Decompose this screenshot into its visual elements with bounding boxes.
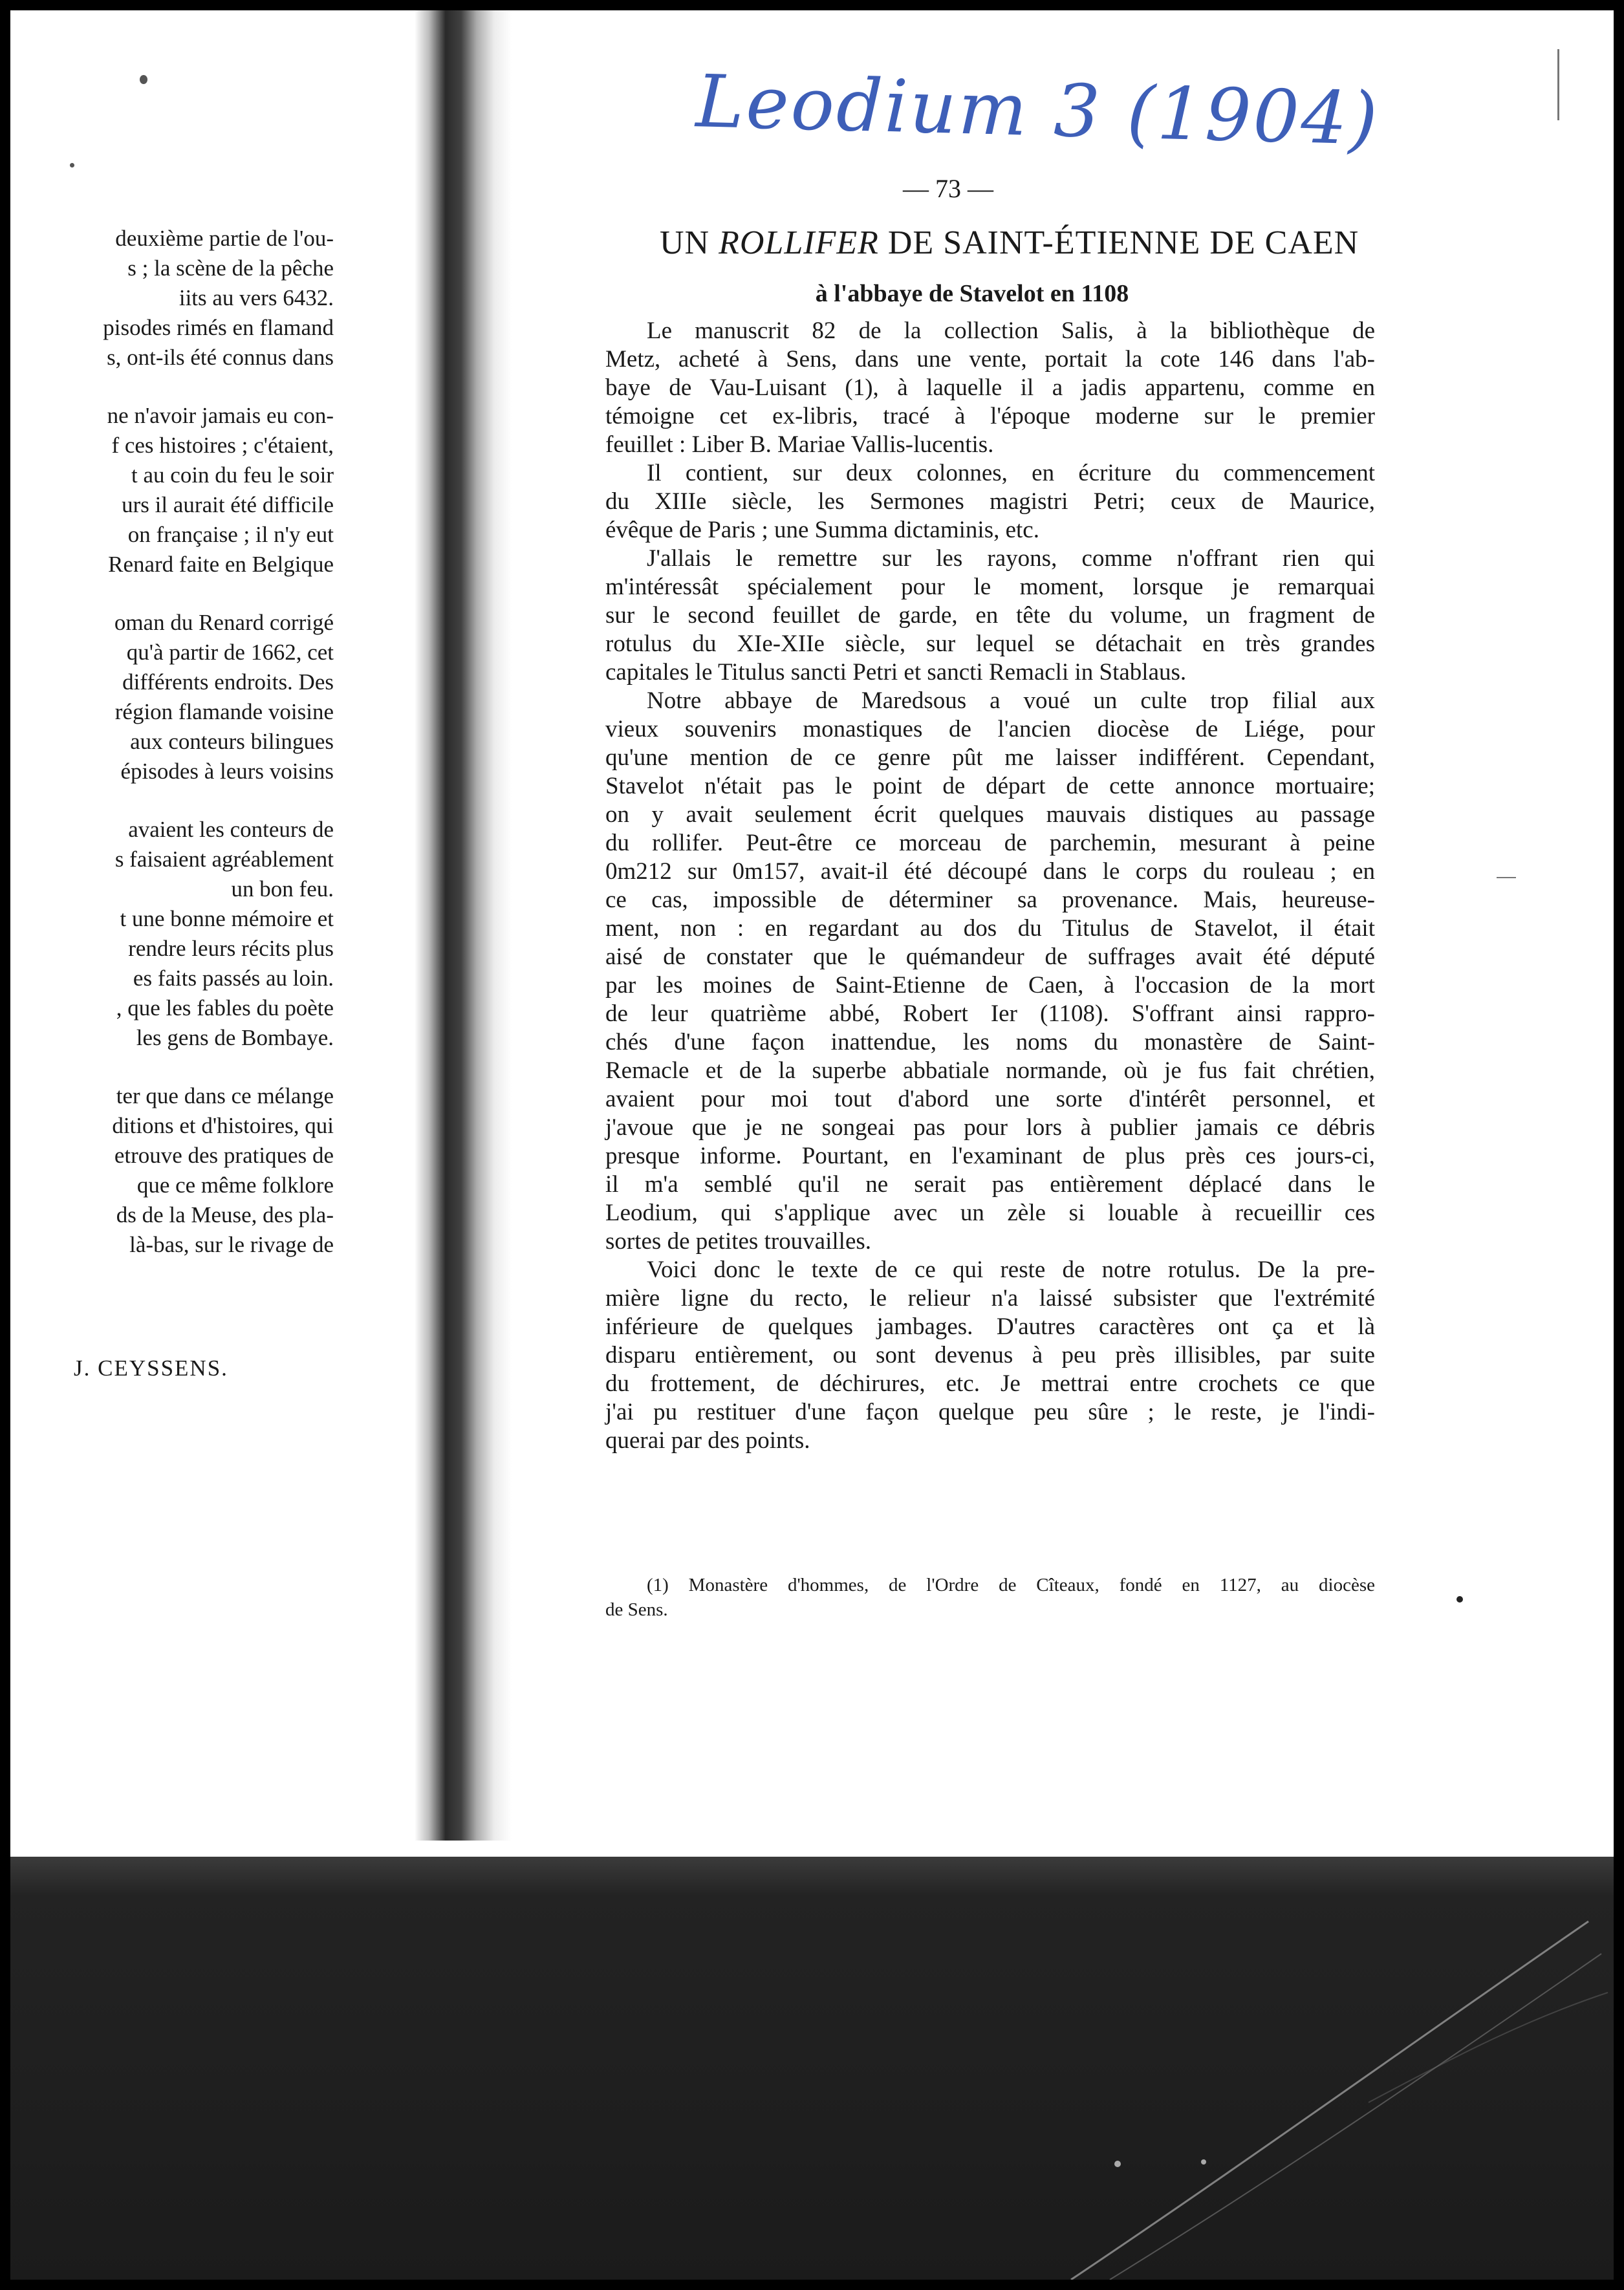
text-line: que ce même folklore [136,1172,334,1198]
body-paragraph-2 [605,459,1375,545]
text-line: capitales le Titulus sancti Petri et sancti Remacli in Stablaus. [605,659,1187,686]
text-line: Remacle et de la superbe abbatiale normande, où je fus fait chrétien, [605,1057,1375,1084]
text-line: etrouve des pratiques de [114,1143,334,1168]
text-line: différents endroits. Des [122,669,334,695]
text-line: ne n'avoir jamais eu con- [107,403,334,428]
text-line: région flamande voisine [114,699,334,724]
title-italic: ROLLIFER [719,224,879,261]
left-paragraph-2 [10,401,334,579]
scan-speck [70,163,74,167]
text-line: ce cas, impossible de déterminer sa provenance. Mais, heureuse- [605,887,1375,913]
text-line: ds de la Meuse, des pla- [116,1202,334,1227]
text-line: urs il aurait été difficile [122,492,334,517]
text-line: feuillet : Liber B. Mariae Vallis-lucentis. [605,431,994,458]
text-line: sur le second feuillet de garde, en tête du volume, un fragment de [605,602,1375,629]
footnote-line: de Sens. [605,1599,668,1620]
article-subtitle: à l'abbaye de Stavelot en 1108 [815,280,1129,307]
handwritten-annotation: Leodium 3 (1904) [695,59,1381,162]
text-line: t une bonne mémoire et [120,906,334,931]
text-line: Stavelot n'était pas le point de départ de cette annonce mortuaire; [605,773,1375,799]
page-edge-line [1557,49,1559,120]
body-paragraph-1 [605,317,1375,459]
text-line: pisodes rimés en flamand [103,315,334,340]
text-line: du XIIIe siècle, les Sermones magistri Petri; ceux de Maurice, [605,488,1375,515]
text-line: iits au vers 6432. [179,285,334,310]
footnote-line: (1) Monastère d'hommes, de l'Ordre de Cîteaux, fondé en 1127, au diocèse [647,1575,1375,1595]
scanner-background [10,1857,1614,2280]
text-line: s ; la scène de la pêche [127,255,334,281]
text-line: avaient les conteurs de [128,817,334,842]
text-line: évêque de Paris ; une Summa dictaminis, etc. [605,517,1039,543]
left-paragraph-5 [10,1081,334,1260]
footnote [605,1573,1375,1622]
text-line: qu'à partir de 1662, cet [126,640,334,665]
article-body [605,317,1375,1455]
text-line: qu'une mention de ce genre pût me laisser indifférent. Cependant, [605,744,1375,771]
text-line: un bon feu. [231,876,334,902]
text-line: deuxième partie de l'ou- [115,226,334,251]
left-paragraph-3 [10,608,334,786]
title-suffix: DE SAINT-ÉTIENNE DE CAEN [878,224,1359,261]
scan-speck [1456,1596,1463,1603]
text-line: les gens de Bombaye. [136,1025,334,1050]
text-line: querai par des points. [605,1427,810,1454]
text-line: Le manuscrit 82 de la collection Salis, à la bibliothèque de [647,318,1375,344]
text-line: ditions et d'histoires, qui [112,1113,334,1138]
text-line: vieux souvenirs monastiques de l'ancien diocèse de Liége, pour [605,716,1375,742]
book-gutter-shadow [415,10,512,1841]
text-line: ter que dans ce mélange [116,1083,334,1108]
scan-speck [140,75,147,84]
text-line: rendre leurs récits plus [128,936,334,961]
text-line: on y avait seulement écrit quelques mauvais distiques au passage [605,801,1375,828]
text-line: aux conteurs bilingues [130,729,334,754]
text-line: Notre abbaye de Maredsous a voué un culte trop filial aux [647,687,1375,714]
text-line: j'ai pu restituer d'une façon quelque peu sûre ; le reste, je l'indi- [605,1399,1375,1425]
scanned-page [10,10,1614,2280]
text-line: m'intéressât spécialement pour le moment, lorsque je remarquai [605,574,1375,600]
text-line: oman du Renard corrigé [114,610,334,635]
body-paragraph-3 [605,545,1375,687]
text-line: , que les fables du poète [116,995,334,1021]
author-signature: J. CEYSSENS. [74,1356,228,1381]
text-line: par les moines de Saint-Etienne de Caen, à l'occasion de la mort [605,972,1375,999]
text-line: Leodium, qui s'applique avec un zèle si louable à recueillir ces [605,1200,1375,1226]
text-line: es faits passés au loin. [133,966,334,991]
text-line: 0m212 sur 0m157, avait-il été découpé dans le corps du rouleau ; en [605,858,1375,885]
text-line: on française ; il n'y eut [127,522,334,547]
title-prefix: UN [660,224,719,261]
text-line: ment, non : en regardant au dos du Titulus de Stavelot, il était [605,915,1375,942]
left-paragraph-1 [10,224,334,373]
text-line: sortes de petites trouvailles. [605,1228,872,1255]
text-line: de leur quatrième abbé, Robert Ier (1108). S'offrant ainsi rappro- [605,1000,1375,1027]
text-line: aisé de constater que le quémandeur de suffrages avait été député [605,944,1375,970]
left-paragraph-4 [10,815,334,1053]
text-line: là-bas, sur le rivage de [129,1232,334,1257]
article-title [660,224,1359,262]
left-page-text [10,224,334,1288]
crease-lines [10,1857,1614,2280]
text-line: Metz, acheté à Sens, dans une vente, portait la cote 146 dans l'ab- [605,346,1375,373]
text-line: s faisaient agréablement [114,847,334,872]
body-paragraph-4 [605,687,1375,1256]
text-line: presque informe. Pourtant, en l'examinant de plus près ces jours-ci, [605,1143,1375,1169]
text-line: avaient pour moi tout d'abord une sorte d'intérêt personnel, et [605,1086,1375,1112]
page-number: — 73 — [903,174,993,203]
text-line: témoigne cet ex-libris, tracé à l'époque moderne sur le premier [605,403,1375,429]
text-line: s, ont-ils été connus dans [107,345,334,370]
text-line: mière ligne du recto, le relieur n'a laissé subsister que l'extrémité [605,1285,1375,1312]
text-line: il m'a semblé qu'il ne serait pas entièrement déplacé dans le [605,1171,1375,1198]
text-line: t au coin du feu le soir [131,462,334,488]
text-line: Voici donc le texte de ce qui reste de notre rotulus. De la pre- [647,1257,1375,1283]
text-line: baye de Vau-Luisant (1), à laquelle il a jadis appartenu, comme en [605,374,1375,401]
body-paragraph-5 [605,1256,1375,1455]
text-line: J'allais le remettre sur les rayons, comme n'offrant rien qui [647,545,1375,572]
text-line: disparu entièrement, ou sont devenus à peu près illisibles, par suite [605,1342,1375,1368]
text-line: rotulus du XIe-XIIe siècle, sur lequel se détachait en très grandes [605,631,1375,657]
text-line: Renard faite en Belgique [108,552,334,577]
text-line: Il contient, sur deux colonnes, en écriture du commencement [647,460,1375,486]
text-line: épisodes à leurs voisins [120,759,334,784]
text-line: chés d'une façon inattendue, les noms du monastère de Saint- [605,1029,1375,1055]
text-line: inférieure de quelques jambages. D'autres caractères ont ça et là [605,1313,1375,1340]
text-line: f ces histoires ; c'étaient, [111,433,334,458]
text-line: du frottement, de déchirures, etc. Je mettrai entre crochets ce que [605,1370,1375,1397]
text-line: du rollifer. Peut-être ce morceau de parchemin, mesurant à peine [605,830,1375,856]
text-line: j'avoue que je ne songeai pas pour lors à publier jamais ce débris [605,1114,1375,1141]
page-edge-line [1497,877,1516,878]
